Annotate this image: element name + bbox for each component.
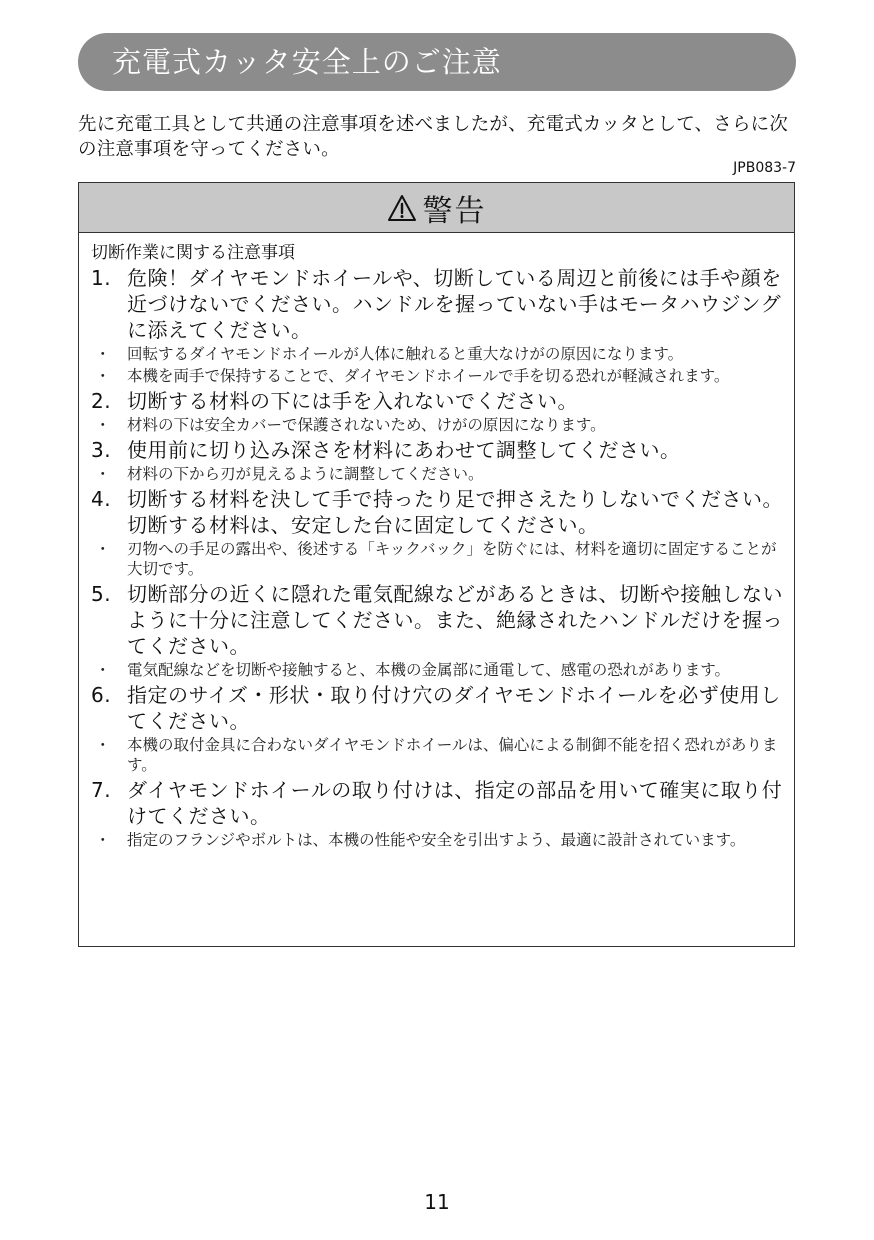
caution-item [91,486,784,538]
caution-note-text: 材料の下は安全カバーで保護されないため、けがの原因になります。 [127,416,606,434]
warning-box [78,182,795,947]
note-bullet: ・ [95,345,111,363]
caution-item-number: 6. [91,683,112,707]
caution-note [91,660,784,680]
caution-item-number: 2. [91,389,112,413]
caution-item-number: 4. [91,487,112,511]
caution-note [91,735,784,775]
caution-item-number: 5. [91,582,112,606]
caution-item [91,682,784,734]
caution-item-text: 切断部分の近くに隠れた電気配線などがあるときは、切断や接触しないように十分に注意してください。また、絶縁されたハンドルだけを握ってください。 [127,582,783,658]
caution-note-text: 材料の下から刃が見えるように調整してください。 [127,465,484,483]
caution-note [91,415,784,435]
page-title: 充電式カッタ安全上のご注意 [112,45,502,79]
caution-item-text: 指定のサイズ・形状・取り付け穴のダイヤモンドホイールを必ず使用してください。 [127,683,781,733]
caution-note-text: 回転するダイヤモンドホイールが人体に触れると重大なけがの原因になります。 [127,345,684,363]
caution-item-text: 切断する材料を決して手で持ったり足で押さえたりしないでください。切断する材料は、安定した台に固定してください。 [127,487,783,537]
note-bullet: ・ [95,736,111,754]
caution-item-text: 危険！ダイヤモンドホイールや、切断している周辺と前後には手や顔を近づけないでください。ハンドルを握っていない手はモータハウジングに添えてください。 [127,266,782,342]
caution-note-text: 本機を両手で保持することで、ダイヤモンドホイールで手を切る恐れが軽減されます。 [127,367,730,385]
warning-title: 警告 [422,193,487,229]
caution-item [91,581,784,659]
caution-item [91,265,784,343]
warning-header [79,183,794,233]
caution-item-number: 7. [91,778,112,802]
note-bullet: ・ [95,831,111,849]
caution-note [91,830,784,850]
warning-triangle-icon [387,193,417,223]
title-bar [78,33,796,91]
warning-body [79,233,794,850]
caution-item-text: 使用前に切り込み深さを材料にあわせて調整してください。 [127,438,681,462]
caution-note-text: 刃物への手足の露出や、後述する「キックバック」を防ぐには、材料を適切に固定することが大切です。 [127,540,777,578]
caution-item [91,437,784,463]
note-bullet: ・ [95,416,111,434]
note-bullet: ・ [95,661,111,679]
section-title: 切断作業に関する注意事項 [91,243,295,263]
caution-note-text: 指定のフランジやボルトは、本機の性能や安全を引出すよう、最適に設計されています。 [127,831,746,849]
caution-note-text: 本機の取付金具に合わないダイヤモンドホイールは、偏心による制御不能を招く恐れがあります。 [127,736,778,774]
page-number: 11 [424,1190,450,1214]
intro-text: 先に充電工具として共通の注意事項を述べましたが、充電式カッタとして、さらに次の注意事項を守ってください。 [78,114,789,160]
caution-item-text: ダイヤモンドホイールの取り付けは、指定の部品を用いて確実に取り付けてください。 [127,778,783,828]
caution-item-text: 切断する材料の下には手を入れないでください。 [127,389,578,413]
caution-item [91,777,784,829]
note-bullet: ・ [95,367,111,385]
caution-note [91,366,784,386]
caution-item-number: 3. [91,438,112,462]
caution-list [91,265,784,850]
caution-note [91,344,784,364]
note-bullet: ・ [95,540,111,558]
caution-item [91,388,784,414]
caution-note [91,464,784,484]
caution-note-text: 電気配線などを切断や接触すると、本機の金属部に通電して、感電の恐れがあります。 [127,661,730,679]
caution-item-number: 1. [91,266,112,290]
caution-note [91,539,784,579]
note-bullet: ・ [95,465,111,483]
document-code: JPB083-7 [733,160,796,176]
